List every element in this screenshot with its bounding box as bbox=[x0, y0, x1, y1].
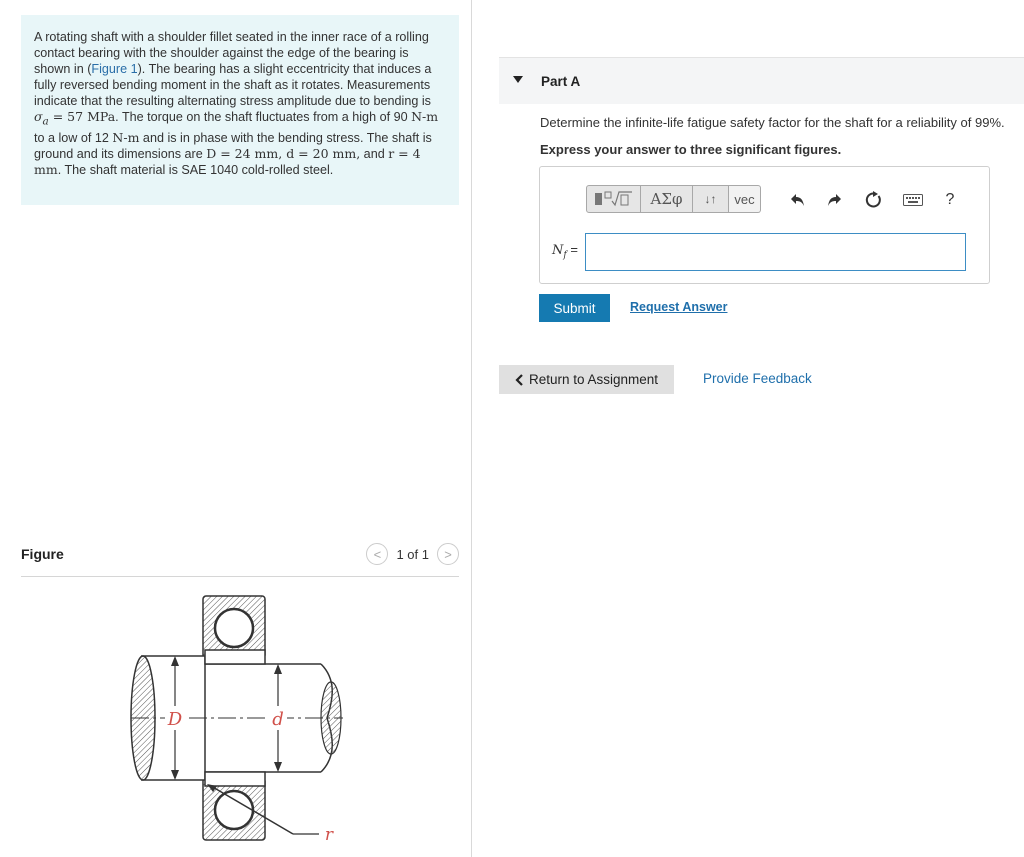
templates-button[interactable] bbox=[586, 185, 641, 213]
part-title: Part A bbox=[541, 74, 581, 89]
instruction-text: Express your answer to three significant figures. bbox=[540, 142, 842, 157]
problem-pane bbox=[0, 0, 471, 857]
problem-text: A rotating shaft with a shoulder fillet seated in the inner race of a rolling contact bearing with the shoulder against the edge of the bearing is shown in (Figure 1). The bearing has a slight eccentricity that induces a fully reversed bending moment in the shaft as it rotates. Measurements indicate that the resulting alternating stress amplitude due to bending is $\sigma_a = 57$ MPa. The torque on the shaft fluctuates from a high of 90 N-m to a low of 12 N-m and is in phase with the bending stress. The shaft is ground and its dimensions are D = 24 mm, d = 20 mm, and r = 4 mm. The shaft material is SAE 1040 cold-rolled steel. bbox=[34, 30, 439, 177]
figure-link[interactable]: Figure 1 bbox=[91, 62, 138, 76]
pager-text: 1 of 1 bbox=[396, 546, 429, 562]
question-text: Determine the infinite-life fatigue safety factor for the shaft for a reliability of 99%. bbox=[540, 115, 1005, 130]
ball-bottom bbox=[215, 791, 253, 829]
sigma-value: = 57 MPa bbox=[48, 109, 116, 124]
dimensions: D = 24 mm, d = 20 mm, bbox=[206, 145, 361, 161]
chevron-left-icon: < bbox=[373, 546, 382, 562]
prev-figure-button[interactable] bbox=[366, 543, 388, 565]
figure-title: Figure bbox=[21, 546, 64, 562]
return-to-assignment-button[interactable]: Return to Assignment bbox=[499, 365, 674, 394]
label-d: d bbox=[272, 709, 284, 730]
submit-button[interactable]: Submit bbox=[539, 294, 610, 322]
ball-top bbox=[215, 609, 253, 647]
chevron-left-icon bbox=[515, 374, 524, 386]
templates-icon bbox=[592, 189, 636, 209]
answer-box bbox=[539, 166, 990, 284]
figure-header bbox=[21, 540, 459, 577]
inner-race-top bbox=[205, 650, 265, 664]
undo-icon[interactable] bbox=[788, 190, 808, 210]
math-toolbar bbox=[586, 184, 990, 216]
template-group bbox=[586, 185, 761, 213]
answer-input[interactable] bbox=[585, 233, 966, 271]
part-a-header[interactable] bbox=[499, 57, 1024, 104]
label-r: r bbox=[324, 825, 334, 845]
pane-divider[interactable] bbox=[471, 0, 472, 857]
redo-icon[interactable] bbox=[824, 190, 844, 210]
help-button[interactable]: ? bbox=[945, 191, 955, 208]
collapse-triangle-icon bbox=[513, 76, 523, 83]
figure-pager bbox=[366, 543, 459, 565]
next-figure-button[interactable] bbox=[437, 543, 459, 565]
reset-icon[interactable] bbox=[864, 190, 884, 210]
chevron-right-icon: > bbox=[444, 546, 452, 562]
bearing-shaft-figure bbox=[121, 590, 351, 850]
keyboard-icon[interactable] bbox=[902, 190, 924, 210]
label-D: D bbox=[167, 709, 183, 730]
answer-variable: $N_f$ = bbox=[552, 242, 578, 261]
radius-value: r = 4 mm bbox=[34, 145, 421, 177]
provide-feedback-link[interactable]: Provide Feedback bbox=[703, 371, 812, 386]
vec-button[interactable]: vec bbox=[729, 185, 761, 213]
inner-race-bottom bbox=[205, 772, 265, 786]
request-answer-link[interactable]: Request Answer bbox=[630, 300, 728, 314]
arrows-button[interactable]: ↓↑ bbox=[693, 185, 729, 213]
sigma-symbol: $\sigma_a$ bbox=[34, 109, 49, 128]
greek-button[interactable]: ΑΣφ bbox=[641, 185, 693, 213]
problem-statement bbox=[21, 15, 459, 205]
